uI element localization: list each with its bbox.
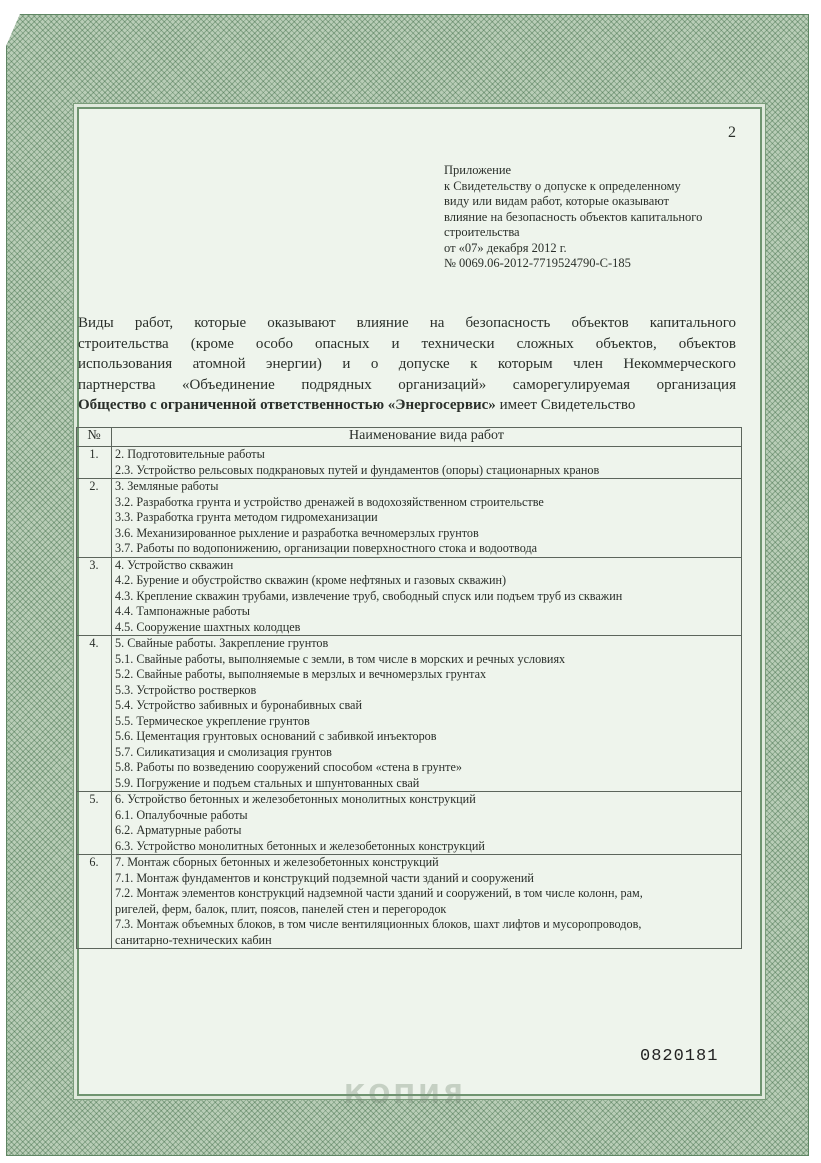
intro-word: опасных xyxy=(315,335,370,352)
work-group-title: 3. Земляные работы xyxy=(115,479,219,493)
intro-paragraph xyxy=(78,313,736,416)
intro-line xyxy=(78,395,736,416)
paper-corner xyxy=(0,0,26,60)
work-group-title: 5. Свайные работы. Закрепление грунтов xyxy=(115,636,329,650)
intro-line xyxy=(78,313,736,334)
intro-tail: имеет Свидетельство xyxy=(495,397,636,413)
appendix-line: строительства xyxy=(444,225,520,239)
table-row xyxy=(77,792,742,855)
intro-word: особо xyxy=(255,335,294,352)
intro-word: строительства xyxy=(78,335,169,352)
table-row xyxy=(77,855,742,949)
table-row xyxy=(77,479,742,558)
work-group-title: 7. Монтаж сборных бетонных и железобетонных конструкций xyxy=(115,855,439,869)
work-item: 2.3. Устройство рельсовых подкрановых путей и фундаментов (опоры) стационарных кранов xyxy=(115,462,600,477)
row-number: 1. xyxy=(77,447,112,479)
intro-word: безопасность xyxy=(465,315,551,331)
table-row xyxy=(77,636,742,792)
intro-word: саморегулируемая xyxy=(512,376,631,393)
work-group-title: 4. Устройство скважин xyxy=(115,557,234,572)
work-item: 5.2. Свайные работы, выполняемые в мерзлых и вечномерзлых грунтах xyxy=(115,667,487,681)
intro-word: организация xyxy=(656,376,736,393)
intro-line xyxy=(78,334,736,355)
row-number: 5. xyxy=(77,792,112,855)
table-row xyxy=(77,557,742,636)
appendix-block xyxy=(444,163,738,272)
intro-word: сложных xyxy=(516,335,574,352)
appendix-line: влияние на безопасность объектов капитального xyxy=(444,209,703,224)
work-group-title: 2. Подготовительные работы xyxy=(115,447,265,461)
table-body xyxy=(77,447,742,949)
intro-word: (кроме xyxy=(190,335,234,352)
works-table xyxy=(76,427,742,949)
page-number: 2 xyxy=(728,124,736,141)
work-item: 4.5. Сооружение шахтных колодцев xyxy=(115,619,301,634)
intro-word: о xyxy=(370,356,379,372)
row-content xyxy=(112,855,742,949)
work-item: 5.6. Цементация грунтовых оснований с забивкой инъекторов xyxy=(115,729,437,743)
row-content xyxy=(112,557,742,636)
row-number: 6. xyxy=(77,855,112,949)
work-item: 4.4. Тампонажные работы xyxy=(115,604,250,618)
intro-word: которые xyxy=(194,315,247,331)
work-item: 5.7. Силикатизация и смолизация грунтов xyxy=(115,744,332,759)
intro-word: которым xyxy=(497,356,553,372)
intro-word: допуске xyxy=(398,356,450,372)
serial-number: 0820181 xyxy=(640,1047,719,1066)
table-header-row xyxy=(77,428,742,447)
intro-word: член xyxy=(573,356,603,372)
intro-word: организаций» xyxy=(398,376,487,393)
copy-watermark: КОПИЯ xyxy=(344,1080,466,1110)
company-name: Общество с ограниченной ответственностью «Энергосервис» xyxy=(78,397,496,413)
row-number: 2. xyxy=(77,479,112,558)
row-number: 4. xyxy=(77,636,112,792)
intro-word: влияние xyxy=(356,315,409,331)
row-content xyxy=(112,792,742,855)
work-item: 7.2. Монтаж элементов конструкций надземной части зданий и сооружений, в том числе колонн, рам, xyxy=(115,886,643,900)
intro-word: использования xyxy=(78,356,173,372)
intro-word: атомной xyxy=(192,356,246,372)
work-item: санитарно-технических кабин xyxy=(115,932,272,947)
intro-word: оказывают xyxy=(267,315,336,331)
appendix-line: виду или видам работ, которые оказывают xyxy=(444,194,669,208)
intro-word: объектов xyxy=(678,335,736,352)
intro-word: партнерства xyxy=(78,376,156,393)
work-item: 5.4. Устройство забивных и буронабивных свай xyxy=(115,698,362,712)
header-num: № xyxy=(77,428,112,447)
work-group-title: 6. Устройство бетонных и железобетонных монолитных конструкций xyxy=(115,792,476,806)
intro-line xyxy=(78,375,736,396)
intro-word: Некоммерческого xyxy=(623,356,736,372)
intro-word: к xyxy=(470,356,478,372)
work-item: 6.1. Опалубочные работы xyxy=(115,807,248,822)
work-item: 3.3. Разработка грунта методом гидромеханизации xyxy=(115,510,378,524)
intro-word: подрядных xyxy=(301,376,372,393)
work-item: 5.5. Термическое укрепление грунтов xyxy=(115,713,310,728)
intro-word: на xyxy=(429,315,445,331)
work-item: 3.7. Работы по водопонижению, организации поверхностного стока и водоотвода xyxy=(115,541,538,555)
intro-word: и xyxy=(342,356,351,372)
appendix-line: от «07» декабря 2012 г. xyxy=(444,240,567,255)
intro-word: капитального xyxy=(649,315,736,331)
work-item: 4.2. Бурение и обустройство скважин (кроме нефтяных и газовых скважин) xyxy=(115,573,507,587)
header-name: Наименование вида работ xyxy=(112,428,742,447)
intro-word: технически xyxy=(421,335,495,352)
work-item: 4.3. Крепление скважин трубами, извлечение труб, свободный спуск или подъем труб из скважин xyxy=(115,588,623,603)
row-content xyxy=(112,447,742,479)
work-item: 5.9. Погружение и подъем стальных и шпунтованных свай xyxy=(115,775,420,790)
intro-word: «Объединение xyxy=(181,376,275,393)
intro-word: энергии) xyxy=(266,356,322,372)
table-row xyxy=(77,447,742,479)
row-number: 3. xyxy=(77,557,112,636)
work-item: 7.1. Монтаж фундаментов и конструкций подземной части зданий и сооружений xyxy=(115,870,534,885)
work-item: 3.2. Разработка грунта и устройство дренажей в водохозяйственном строительстве xyxy=(115,494,544,509)
intro-line xyxy=(78,354,736,375)
intro-word: объектов xyxy=(571,315,629,331)
work-item: 5.8. Работы по возведению сооружений способом «стена в грунте» xyxy=(115,760,462,774)
appendix-line: к Свидетельству о допуске к определенному xyxy=(444,178,681,193)
work-item: 7.3. Монтаж объемных блоков, в том числе вентиляционных блоков, шахт лифтов и мусоропроводов, xyxy=(115,917,642,931)
row-content xyxy=(112,479,742,558)
intro-word: и xyxy=(391,335,400,352)
work-item: 6.3. Устройство монолитных бетонных и железобетонных конструкций xyxy=(115,838,485,853)
work-item: 6.2. Арматурные работы xyxy=(115,823,242,837)
appendix-line: № 0069.06-2012-7719524790-С-185 xyxy=(444,256,631,270)
intro-word: работ, xyxy=(134,315,174,331)
intro-word: объектов, xyxy=(595,335,657,352)
work-item: 3.6. Механизированное рыхление и разработка вечномерзлых грунтов xyxy=(115,525,479,540)
intro-word: Виды xyxy=(78,315,114,331)
work-item: ригелей, ферм, балок, плит, поясов, панелей стен и перегородок xyxy=(115,901,447,916)
row-content xyxy=(112,636,742,792)
work-item: 5.1. Свайные работы, выполняемые с земли, в том числе в морских и речных условиях xyxy=(115,651,566,666)
work-item: 5.3. Устройство ростверков xyxy=(115,682,257,697)
appendix-line: Приложение xyxy=(444,163,512,177)
